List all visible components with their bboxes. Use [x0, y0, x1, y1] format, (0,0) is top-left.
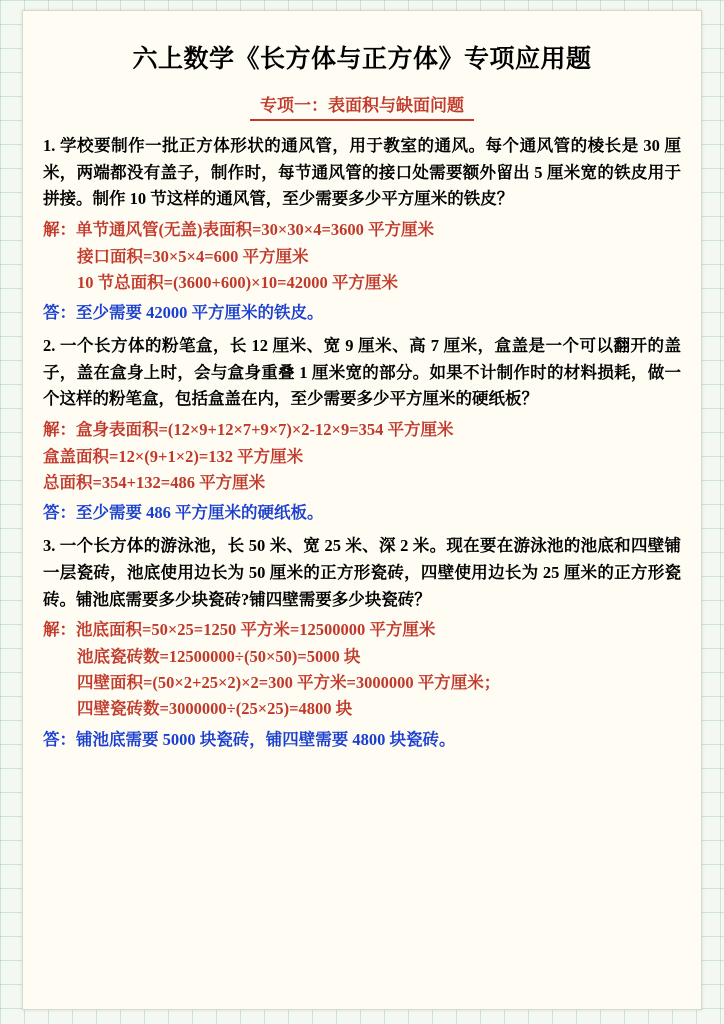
section-heading-wrapper: [43, 89, 681, 121]
problem-1-answer: 答：至少需要 42000 平方厘米的铁皮。: [43, 303, 324, 323]
problem-2: [43, 333, 681, 527]
problem-1-text: 学校要制作一批正方体形状的通风管，用于教室的通风。每个通风管的棱长是 30 厘米，两端都没有盖子，制作时，每节通风管的接口处需要额外留出 5 厘米宽的铁皮用于拼接。制作 10 节这样的通风管，至少需要多少平方厘米的铁皮？: [43, 136, 682, 209]
problem-3-solution-line-2: 池底瓷砖数=12500000÷(50×50)=5000 块: [77, 646, 361, 666]
problem-3-solution-line-3: 四壁面积=(50×2+25×2)×2=300 平方米=3000000 平方厘米；: [77, 673, 501, 693]
worksheet-page: [22, 10, 702, 1010]
section-heading: 专项一：表面积与缺面问题: [250, 89, 474, 121]
problem-2-text: 一个长方体的粉笔盒，长 12 厘米、宽 9 厘米、高 7 厘米，盒盖是一个可以翻开的盖子，盖在盒身上时，会与盒身重叠 1 厘米宽的部分。如果不计制作时的材料损耗，做一个这样的粉笔盒，包括盒盖在内，至少需要多少平方厘米的硬纸板？: [43, 336, 682, 409]
problem-1: [43, 133, 681, 327]
problem-2-question: [43, 333, 681, 413]
problem-1-solution-line-3: 10 节总面积=(3600+600)×10=42000 平方厘米: [77, 272, 398, 292]
problem-1-number: 1.: [43, 136, 56, 155]
problem-2-solution-line-2: 盒盖面积=12×(9+1×2)=132 平方厘米: [43, 446, 304, 466]
problem-3-solution: [43, 617, 681, 723]
problem-3: [43, 533, 681, 753]
problem-2-solution-line-1: 解：盒身表面积=(12×9+12×7+9×7)×2-12×9=354 平方厘米: [43, 420, 454, 440]
problem-2-number: 2.: [43, 336, 56, 356]
problem-1-solution: [43, 217, 681, 296]
problem-3-question: [43, 533, 681, 613]
problem-1-solution-line-2: 接口面积=30×5×4=600 平方厘米: [77, 246, 309, 266]
problem-3-solution-line-4: 四壁瓷砖数=3000000÷(25×25)=4800 块: [77, 699, 353, 719]
problem-2-solution-line-3: 总面积=354+132=486 平方厘米: [43, 472, 266, 492]
problem-3-text: 一个长方体的游泳池，长 50 米、宽 25 米、深 2 米。现在要在游泳池的池底和四壁铺一层瓷砖，池底使用边长为 50 厘米的正方形瓷砖，四壁使用边长为 25 厘米的正方形瓷砖。铺池底需要多少块瓷砖?铺四壁需要多少块瓷砖？: [43, 536, 682, 609]
problem-2-solution: [43, 417, 681, 496]
problem-3-number: 3.: [43, 536, 56, 556]
page-title: 六上数学《长方体与正方体》专项应用题: [132, 46, 592, 73]
problem-2-answer: 答：至少需要 486 平方厘米的硬纸板。: [43, 503, 324, 523]
problem-3-solution-line-1: 解：池底面积=50×25=1250 平方米=12500000 平方厘米: [43, 620, 436, 640]
problem-1-solution-line-1: 解：单节通风管(无盖)表面积=30×30×4=3600 平方厘米: [43, 220, 434, 240]
problem-3-answer: 答：铺池底需要 5000 块瓷砖，铺四壁需要 4800 块瓷砖。: [43, 729, 456, 749]
problem-1-question: [43, 133, 681, 213]
